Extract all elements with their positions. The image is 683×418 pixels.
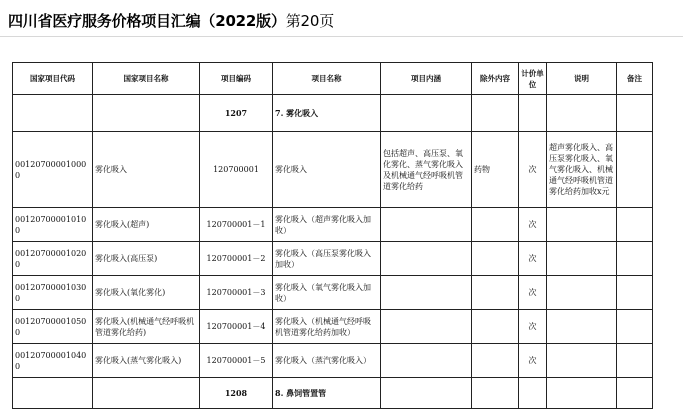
excluded-content (472, 310, 519, 344)
remark (617, 242, 653, 276)
item-name: 雾化吸入（超声雾化吸入加收） (273, 208, 381, 242)
page-edge-fade (661, 37, 683, 418)
note (547, 310, 617, 344)
item-content: 包括超声、高压泵、氧化雾化、蒸气雾化吸入及机械通气经呼吸机管道雾化给药 (381, 132, 472, 208)
national-code: 001207000010100 (13, 208, 93, 242)
item-code: 120700001－2 (200, 242, 273, 276)
remark (617, 208, 653, 242)
excluded-content (472, 242, 519, 276)
table-row (13, 310, 653, 344)
national-code: 001207000010500 (13, 310, 93, 344)
section-number: 1208 (200, 378, 273, 409)
national-name: 雾化吸入(氧化雾化) (93, 276, 200, 310)
item-content (381, 242, 472, 276)
table-row (13, 132, 653, 208)
header-cell: 项目内涵 (381, 63, 472, 95)
price-table (12, 62, 653, 409)
item-content (381, 310, 472, 344)
table-row (13, 344, 653, 378)
page-number: 第20页 (285, 12, 335, 30)
header-cell: 国家项目代码 (13, 63, 93, 95)
item-code: 120700001 (200, 132, 273, 208)
item-code: 120700001－5 (200, 344, 273, 378)
national-name: 雾化吸入 (93, 132, 200, 208)
item-code: 120700001－3 (200, 276, 273, 310)
item-name: 雾化吸入（氧气雾化吸入加收） (273, 276, 381, 310)
note (547, 208, 617, 242)
excluded-content (472, 276, 519, 310)
item-name: 雾化吸入 (273, 132, 381, 208)
table-header-row (13, 63, 653, 95)
item-content (381, 344, 472, 378)
remark (617, 310, 653, 344)
document-frame (0, 36, 683, 418)
section-number: 1207 (200, 95, 273, 132)
pricing-unit: 次 (519, 276, 547, 310)
header-cell: 说明 (547, 63, 617, 95)
header-cell: 国家项目名称 (93, 63, 200, 95)
header-cell: 项目名称 (273, 63, 381, 95)
national-code: 001207000010300 (13, 276, 93, 310)
excluded-content (472, 208, 519, 242)
national-code: 001207000010400 (13, 344, 93, 378)
remark (617, 132, 653, 208)
item-name: 雾化吸入（蒸汽雾化吸入） (273, 344, 381, 378)
header-cell: 项目编码 (200, 63, 273, 95)
remark (617, 276, 653, 310)
national-code: 001207000010200 (13, 242, 93, 276)
note (547, 276, 617, 310)
section-row (13, 95, 653, 132)
page-title-main: 四川省医疗服务价格项目汇编（2022版） (8, 12, 286, 30)
excluded-content: 药物 (472, 132, 519, 208)
national-name: 雾化吸入(蒸气雾化吸入) (93, 344, 200, 378)
section-row (13, 378, 653, 409)
national-name: 雾化吸入(高压泵) (93, 242, 200, 276)
national-name: 雾化吸入(超声) (93, 208, 200, 242)
item-name: 雾化吸入（机械通气经呼吸机管道雾化给药加收） (273, 310, 381, 344)
pricing-unit: 次 (519, 344, 547, 378)
table-row (13, 276, 653, 310)
pricing-unit: 次 (519, 208, 547, 242)
table-row (13, 208, 653, 242)
national-code: 001207000010000 (13, 132, 93, 208)
item-code: 120700001－4 (200, 310, 273, 344)
excluded-content (472, 344, 519, 378)
note (547, 344, 617, 378)
item-content (381, 276, 472, 310)
header-cell: 备注 (617, 63, 653, 95)
note: 超声雾化吸入、高压泵雾化吸入、氧气雾化吸入、机械通气经呼吸机管道雾化给药加收x元 (547, 132, 617, 208)
section-title: 7. 雾化吸入 (273, 95, 381, 132)
pricing-unit: 次 (519, 132, 547, 208)
header-cell: 除外内容 (472, 63, 519, 95)
item-code: 120700001－1 (200, 208, 273, 242)
remark (617, 344, 653, 378)
item-content (381, 208, 472, 242)
pricing-unit: 次 (519, 242, 547, 276)
header-cell: 计价单位 (519, 63, 547, 95)
pricing-unit: 次 (519, 310, 547, 344)
national-name: 雾化吸入(机械通气经呼吸机管道雾化给药) (93, 310, 200, 344)
table-row (13, 242, 653, 276)
item-name: 雾化吸入（高压泵雾化吸入加收） (273, 242, 381, 276)
note (547, 242, 617, 276)
section-title: 8. 鼻饲管置管 (273, 378, 381, 409)
page-title (8, 10, 334, 31)
